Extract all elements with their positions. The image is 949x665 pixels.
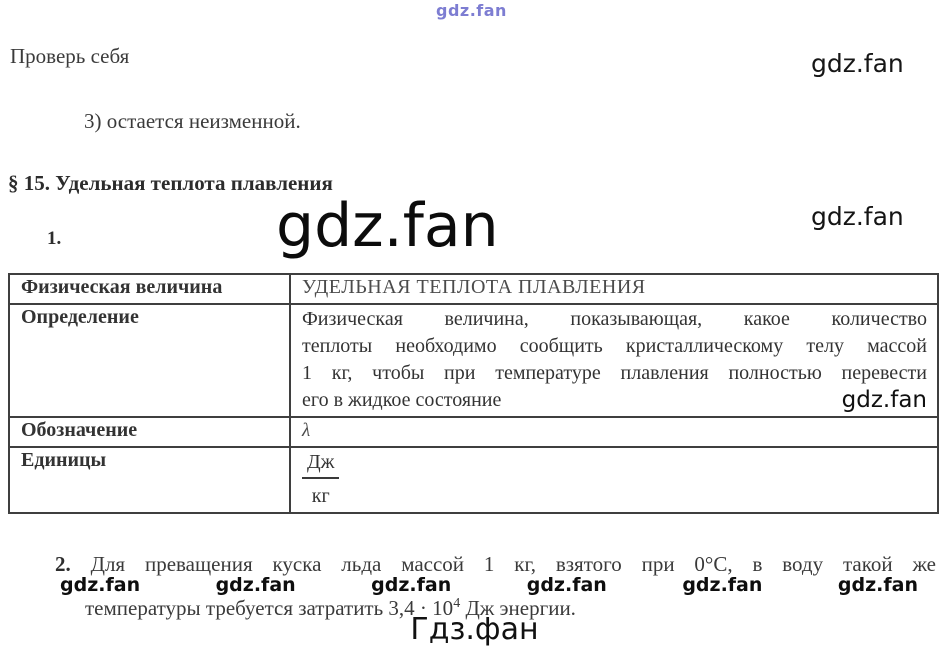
watermark-top: gdz.fan xyxy=(436,1,507,20)
item-2-number: 2. xyxy=(55,552,71,576)
watermark-row-item: gdz.fan xyxy=(526,574,607,596)
item-2-line-2-suffix: Дж энергии. xyxy=(460,596,576,620)
watermark-footer: Гдз.фан xyxy=(410,612,539,647)
section-title: § 15. Удельная теплота плавления xyxy=(8,171,333,195)
units-numerator: Дж xyxy=(302,451,339,479)
table-row xyxy=(9,447,938,513)
definition-line-4 xyxy=(302,387,927,414)
watermark-mid-right: gdz.fan xyxy=(811,202,904,231)
row-label-units: Единицы xyxy=(9,447,290,513)
row-label-definition: Определение xyxy=(9,304,290,417)
lambda-symbol: λ xyxy=(302,420,311,441)
definition-line-4-text: его в жидкое состояние xyxy=(302,389,502,411)
definition-table xyxy=(8,273,939,514)
row-value-definition xyxy=(290,304,938,417)
row-value-quantity xyxy=(290,274,938,304)
quantity-value-text: УДЕЛЬНАЯ ТЕПЛОТА ПЛАВЛЕНИЯ xyxy=(302,276,646,298)
table-row xyxy=(9,274,938,304)
watermark-large-center: gdz.fan xyxy=(276,191,499,261)
definition-line-2: теплоты необходимо сообщить кристаллическому телу массой xyxy=(302,335,927,357)
watermark-row-item: gdz.fan xyxy=(215,574,296,596)
row-value-symbol xyxy=(290,417,938,447)
item-1-number: 1. xyxy=(47,228,62,249)
row-value-units xyxy=(290,447,938,513)
row-label-quantity: Физическая величина xyxy=(9,274,290,304)
watermark-row-item: gdz.fan xyxy=(837,574,918,596)
watermark-row xyxy=(60,574,918,596)
row-label-symbol: Обозначение xyxy=(9,417,290,447)
check-yourself-heading: Проверь себя xyxy=(10,44,130,68)
units-fraction xyxy=(302,451,339,508)
item-2-line-2-prefix: температуры требуется затратить 3,4 · 10 xyxy=(85,596,454,620)
definition-line-1: Физическая величина, показывающая, какое количество xyxy=(302,308,927,330)
watermark-row-item: gdz.fan xyxy=(371,574,452,596)
item-2-line-1-text: Для преващения куска льда массой 1 кг, взятого при 0°С, в воду такой же xyxy=(90,552,937,576)
watermark-top-right: gdz.fan xyxy=(811,49,904,78)
exponent: 4 xyxy=(453,596,461,611)
table-row xyxy=(9,417,938,447)
answer-item-3: 3) остается неизменной. xyxy=(84,109,301,133)
watermark-in-table: gdz.fan xyxy=(841,387,927,413)
definition-line-3: 1 кг, чтобы при температуре плавления полностью перевести xyxy=(302,362,927,384)
watermark-row-item: gdz.fan xyxy=(682,574,763,596)
table-row xyxy=(9,304,938,417)
units-denominator: кг xyxy=(311,485,330,507)
watermark-row-item: gdz.fan xyxy=(60,574,141,596)
